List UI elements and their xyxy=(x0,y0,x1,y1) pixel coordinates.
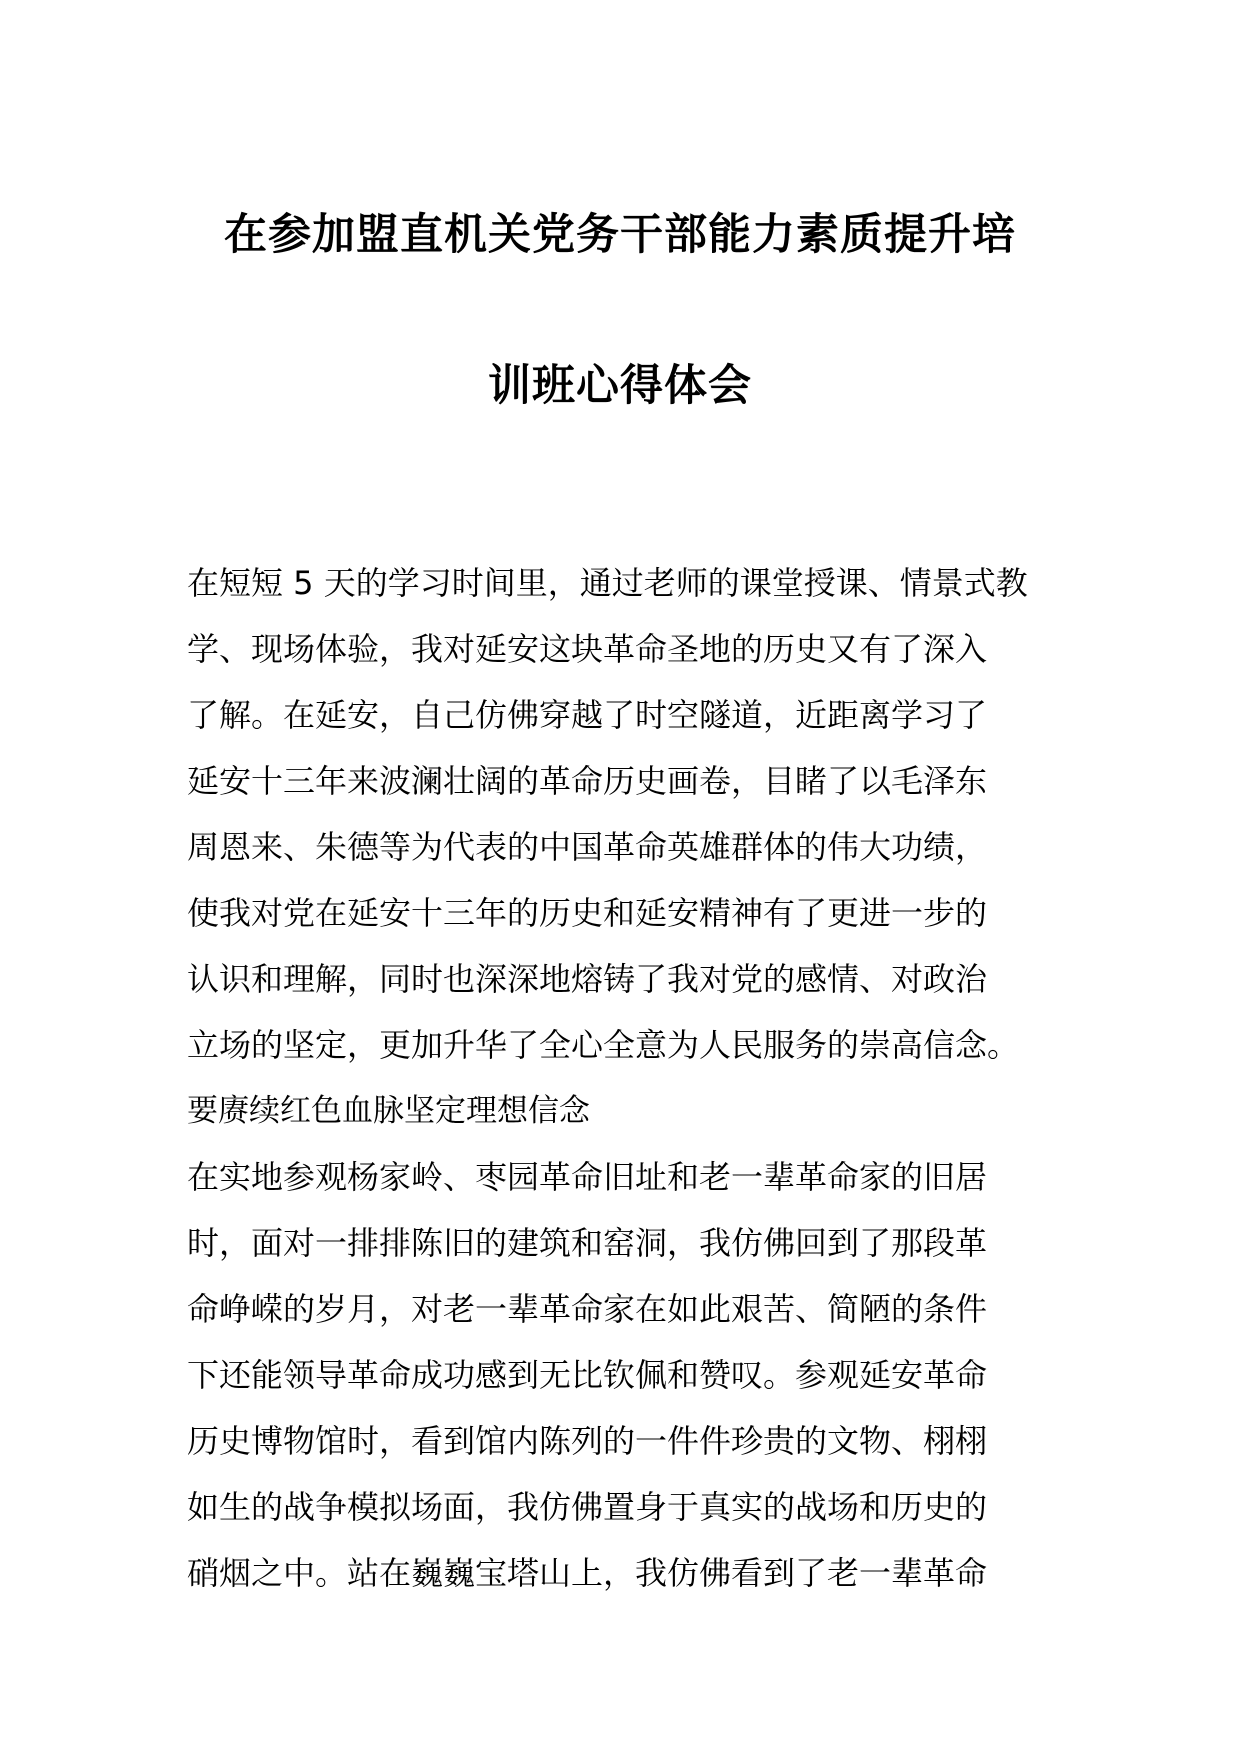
body-line: 延安十三年来波澜壮阔的革命历史画卷，目睹了以毛泽东 xyxy=(187,762,988,800)
document-body xyxy=(187,550,1057,1606)
body-line: 了解。在延安，自己仿佛穿越了时空隧道，近距离学习了 xyxy=(187,696,988,734)
body-line: 历史博物馆时，看到馆内陈列的一件件珍贵的文物、栩栩 xyxy=(187,1422,988,1460)
body-line: 如生的战争模拟场面，我仿佛置身于真实的战场和历史的 xyxy=(187,1488,988,1526)
body-line: 学、现场体验，我对延安这块革命圣地的历史又有了深入 xyxy=(187,630,988,668)
body-line: 在短短 5 天的学习时间里，通过老师的课堂授课、情景式教 xyxy=(187,564,1028,602)
body-line: 立场的坚定，更加升华了全心全意为人民服务的崇高信念。 xyxy=(187,1026,1020,1064)
document-title-line-2: 训班心得体会 xyxy=(488,361,752,411)
body-line: 时，面对一排排陈旧的建筑和窑洞，我仿佛回到了那段革 xyxy=(187,1224,988,1262)
body-line: 周恩来、朱德等为代表的中国革命英雄群体的伟大功绩， xyxy=(187,828,988,866)
body-line: 认识和理解，同时也深深地熔铸了我对党的感情、对政治 xyxy=(187,960,988,998)
document-title-line-1: 在参加盟直机关党务干部能力素质提升培 xyxy=(224,210,1016,260)
section-heading: 要赓续红色血脉坚定理想信念 xyxy=(187,1093,590,1129)
body-line: 使我对党在延安十三年的历史和延安精神有了更进一步的 xyxy=(187,894,988,932)
body-line: 硝烟之中。站在巍巍宝塔山上，我仿佛看到了老一辈革命 xyxy=(187,1554,988,1592)
body-line: 在实地参观杨家岭、枣园革命旧址和老一辈革命家的旧居 xyxy=(187,1158,988,1196)
body-line: 下还能领导革命成功感到无比钦佩和赞叹。参观延安革命 xyxy=(187,1356,988,1394)
body-line: 命峥嵘的岁月，对老一辈革命家在如此艰苦、简陋的条件 xyxy=(187,1290,988,1328)
